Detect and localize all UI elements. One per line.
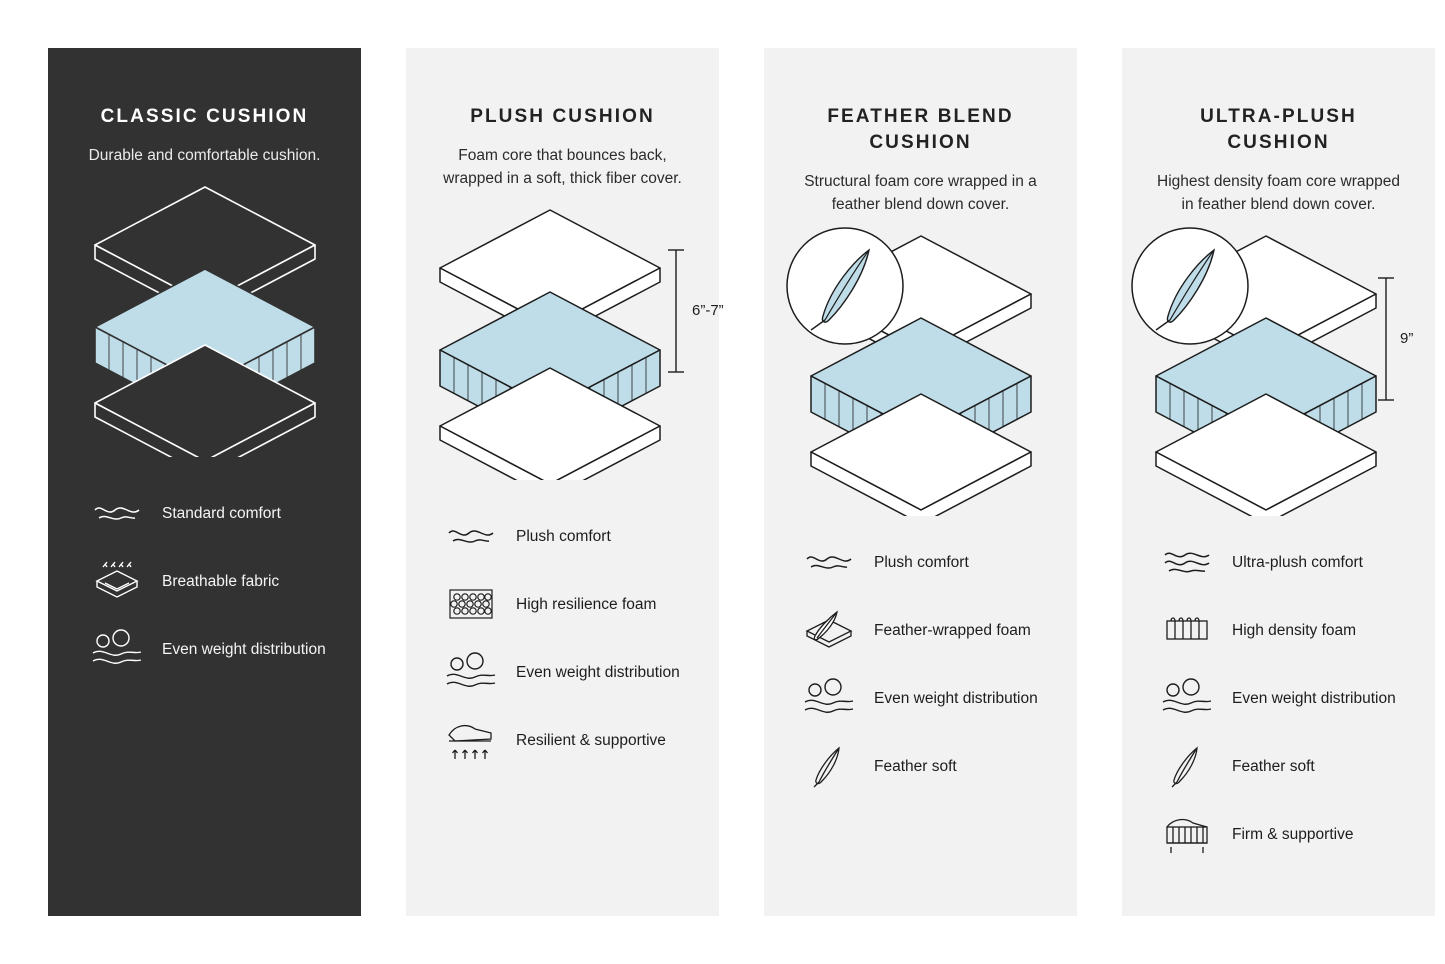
dimension-label: 9” [1400, 330, 1414, 347]
feature-label: Even weight distribution [162, 640, 326, 658]
feature-item[interactable] [90, 491, 343, 535]
weight-distribution-icon [444, 651, 498, 693]
feature-list [1122, 540, 1435, 856]
feature-item[interactable] [1160, 676, 1417, 720]
cushion-diagram-wrap [406, 200, 724, 500]
feather-wrapped-foam-icon [802, 609, 856, 651]
dimension-bracket [664, 246, 688, 376]
card-title: PLUSH CUSHION [470, 106, 655, 127]
card-plush-cushion[interactable] [406, 48, 724, 916]
feature-label: High density foam [1232, 621, 1357, 639]
exploded-cushion-diagram [65, 177, 345, 457]
feature-label: Plush comfort [516, 527, 611, 545]
feature-label: Ultra-plush comfort [1232, 553, 1363, 571]
feature-item[interactable] [444, 582, 701, 626]
feature-item[interactable] [1160, 540, 1417, 584]
cushion-diagram-wrap [1122, 226, 1435, 526]
wave-icon [444, 515, 498, 557]
feather-badge [787, 228, 903, 344]
feature-item[interactable] [802, 676, 1059, 720]
feature-label: Even weight distribution [516, 663, 680, 681]
high-density-foam-icon [1160, 609, 1214, 651]
feature-label: Standard comfort [162, 504, 281, 522]
feather-icon [802, 745, 856, 787]
feature-label: Feather soft [874, 757, 957, 775]
breathable-fabric-icon [90, 560, 144, 602]
feature-item[interactable] [444, 514, 701, 558]
card-ultra-plush-cushion[interactable] [1122, 48, 1435, 916]
feature-item[interactable] [1160, 608, 1417, 652]
feature-label: Even weight distribution [874, 689, 1038, 707]
card-description: Foam core that bounces back, wrapped in a soft, thick fiber cover. [443, 147, 682, 187]
feature-label: Firm & supportive [1232, 825, 1354, 843]
feature-item[interactable] [444, 650, 701, 694]
feather-icon [1160, 745, 1214, 787]
wave-icon [1160, 541, 1214, 583]
wave-icon [802, 541, 856, 583]
firm-support-icon [1160, 813, 1214, 855]
feature-label: Resilient & supportive [516, 731, 666, 749]
dimension-bracket [1374, 274, 1398, 404]
card-feather-blend-cushion[interactable] [764, 48, 1077, 916]
feature-item[interactable] [802, 608, 1059, 652]
feature-item[interactable] [1160, 812, 1417, 856]
cushion-diagram-wrap [48, 177, 361, 477]
feature-item[interactable] [90, 627, 343, 671]
feature-list [406, 514, 719, 762]
cushion-diagram-wrap [764, 226, 1077, 526]
weight-distribution-icon [1160, 677, 1214, 719]
exploded-cushion-diagram [1126, 226, 1406, 516]
card-description: Structural foam core wrapped in a feather blend down cover. [804, 173, 1037, 213]
feature-item[interactable] [802, 744, 1059, 788]
honeycomb-foam-icon [444, 583, 498, 625]
card-classic-cushion[interactable] [48, 48, 361, 916]
wave-icon [90, 492, 144, 534]
feature-item[interactable] [90, 559, 343, 603]
feature-label: Plush comfort [874, 553, 969, 571]
weight-distribution-icon [802, 677, 856, 719]
resilient-support-icon [444, 719, 498, 761]
exploded-cushion-diagram [781, 226, 1061, 516]
feature-label: Feather-wrapped foam [874, 621, 1031, 639]
feature-label: Breathable fabric [162, 572, 280, 590]
exploded-cushion-diagram [410, 200, 690, 480]
card-title: ULTRA-PLUSH CUSHION [1200, 106, 1357, 153]
feature-list [48, 491, 361, 671]
feature-label: High resilience foam [516, 595, 657, 613]
weight-distribution-icon [90, 628, 144, 670]
feature-item[interactable] [802, 540, 1059, 584]
card-title: CLASSIC CUSHION [100, 106, 309, 127]
feature-item[interactable] [444, 718, 701, 762]
feather-badge [1132, 228, 1248, 344]
card-description: Highest density foam core wrapped in feather blend down cover. [1157, 173, 1400, 213]
card-title: FEATHER BLEND CUSHION [827, 106, 1014, 153]
feature-item[interactable] [1160, 744, 1417, 788]
dimension-label: 6”-7” [692, 302, 724, 319]
feature-label: Feather soft [1232, 757, 1315, 775]
feature-label: Even weight distribution [1232, 689, 1396, 707]
feature-list [764, 540, 1077, 788]
card-description: Durable and comfortable cushion. [88, 147, 321, 164]
